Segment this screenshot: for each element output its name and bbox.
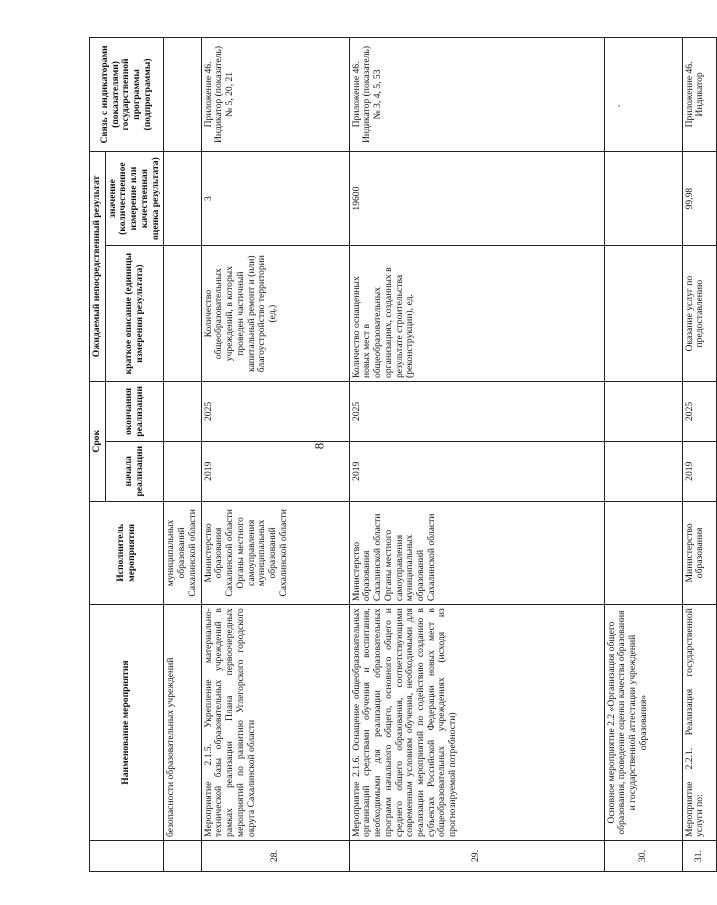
result-description: Количество общеобразовательных учреждений, в которых проведен частичный капитальный ремонт и (или) благоустройство территории (ед.) [201,246,349,382]
result-value: 3 [201,151,349,245]
measure-name: Мероприятие 2.1.6. Оснащение общеобразовательных организаций средствами обучения и воспитания, необходимыми для реализации образовательных программ начального общего, основного общего и среднего общего образования, соответствующими современным условиям обучения, необходимыми для реализации мероприятий по содействию созданию в субъектах Российской Федерации новых мест в общеобразовательных учреждениях (исходя из прогнозируемой потребности) [349,605,604,841]
start-year [164,441,201,501]
table-row [682,38,716,872]
end-year: 2025 [682,382,716,442]
indicator-link [164,38,201,152]
header-link: Связь с индикаторами (показателями) государственной программы (подпрограммы) [90,38,164,152]
start-year: 2019 [201,441,349,501]
result-description [164,246,201,382]
rotated-table-sheet [89,37,706,872]
start-year: 2019 [349,441,604,501]
start-year [604,441,682,501]
measure-name: Мероприятие 2.1.5. Укрепление материально-технической базы образовательных учреждений в рамках реализации Плана первоочередных мероприятий по развитию Углегорского городского округа Сахалинской области [201,605,349,841]
row-number: 28. [201,840,349,871]
result-description [604,246,682,382]
row-number: 30. [604,840,682,871]
end-year: 2025 [201,382,349,442]
measure-executor: Министерство образования Сахалинской области Органы местного самоуправления муниципальных образований Сахалинской области [349,501,604,605]
header-result-value: значение (количественное измерение или качественная оценка результата) [105,151,164,245]
measure-executor: Министерство образования [682,501,716,605]
header-result: Ожидаемый непосредственный результат [90,151,106,381]
measure-name: безопасности образовательных учреждений [164,605,201,841]
measure-name: Мероприятие 2.2.1. Реализация государственной услуги по: [682,605,716,841]
end-year [164,382,201,442]
result-value: 99,98 [682,151,716,245]
table-row [604,38,682,872]
header-result-desc: краткое описание (единицы измерения результата) [105,246,164,382]
row-number [164,840,201,871]
measures-table [89,37,717,872]
header-period: Срок [90,382,106,502]
indicator-link: Приложение 46. Индикатор [682,38,716,152]
result-value [164,151,201,245]
header-start: начала реализации [105,441,164,501]
result-description: Количество оснащенных новых мест в общеобразовательных организациях, созданных в результате строительства (реконструкции), ед. [349,246,604,382]
result-value: 19600 [349,151,604,245]
header-name: Наименование мероприятия [90,605,164,841]
row-number: 31. [682,840,716,871]
result-description: Оказание услуг по предоставлению [682,246,716,382]
header-end: окончания реализации [105,382,164,442]
end-year [604,382,682,442]
measure-executor: Министерство образования Сахалинской области Органы местного самоуправления муниципальных образований Сахалинской области [201,501,349,605]
measure-executor: муниципальных образований Сахалинской области [164,501,201,605]
row-number: 29. [349,840,604,871]
start-year: 2019 [682,441,716,501]
table-row [349,38,604,872]
measure-executor [604,501,682,605]
measure-name: Основное мероприятие 2.2 «Организация общего образования, проведение оценки качества образования и государственной аттестации учреждений образования» [604,605,682,841]
indicator-link [604,38,682,152]
indicator-link: Приложение 46. Индикатор (показатель) № 3, 4, 5, 53 [349,38,604,152]
indicator-link: Приложение 46. Индикатор (показатель) № 5, 20, 21 [201,38,349,152]
page-number: 8 [311,442,327,450]
result-value [604,151,682,245]
table-row [164,38,201,872]
end-year: 2025 [349,382,604,442]
table-row [201,38,349,872]
header-num-cell [90,840,164,871]
header-executor: Исполнитель мероприятия [90,501,164,605]
